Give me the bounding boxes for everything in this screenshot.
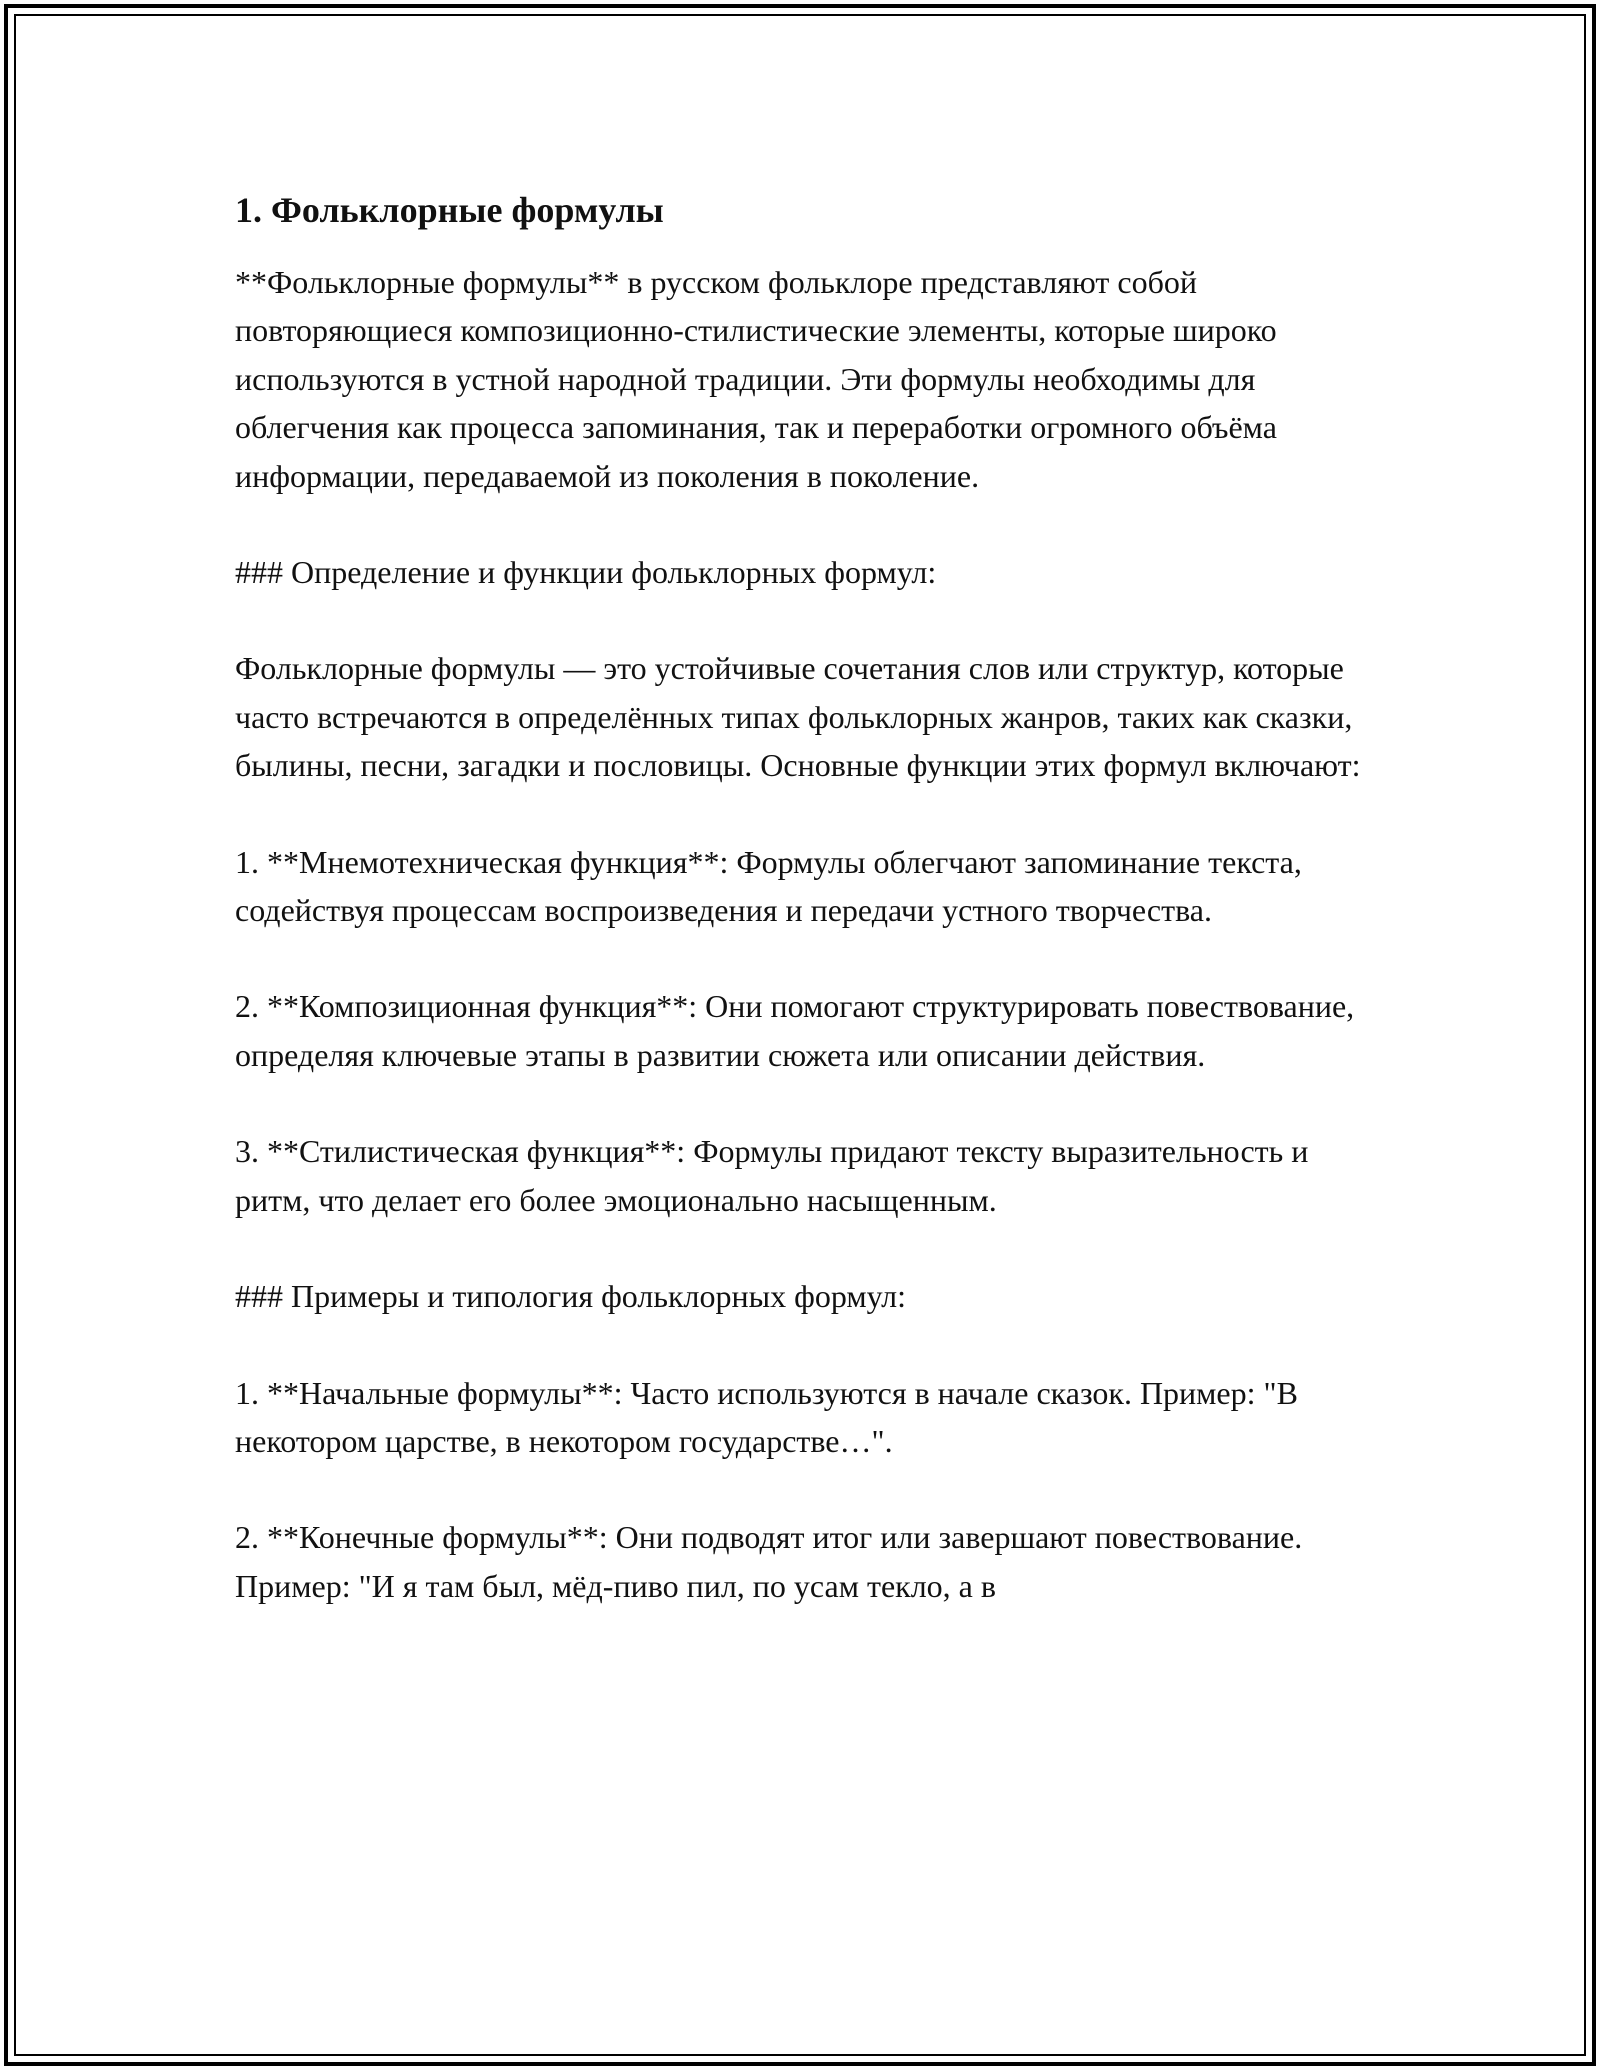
heading-definition: ### Определение и функции фольклорных формул: (235, 554, 937, 591)
paragraph-definition: Фольклорные формулы — это устойчивые сочетания слов или структур, которые часто встречаются в определённых типах фольклорных жанров, таких как сказки, былины, песни, загадки и пословицы. Основные функции этих формул включают: (235, 650, 1361, 784)
list-item-stylistic: 3. **Стилистическая функция**: Формулы придают тексту выразительность и ритм, что делает его более эмоционально насыщенным. (235, 1133, 1309, 1218)
heading-examples: ### Примеры и типология фольклорных формул: (235, 1278, 907, 1315)
document-body (235, 186, 1375, 1658)
list-item-initial-formulas: 1. **Начальные формулы**: Часто используются в начале сказок. Пример: "В некотором царстве, в некотором государстве…". (235, 1374, 1298, 1459)
list-item-mnemonic: 1. **Мнемотехническая функция**: Формулы облегчают запоминание текста, содействуя процессам воспроизведения и передачи устного творчества. (235, 843, 1302, 929)
list-item-final-formulas: 2. **Конечные формулы**: Они подводят итог или завершают повествование. Пример: "И я там был, мёд-пиво пил, по усам текло, а в (235, 1519, 1303, 1604)
document-title: 1. Фольклорные формулы (235, 190, 664, 230)
paragraph-intro: **Фольклорные формулы** в русском фольклоре представляют собой повторяющиеся композиционно-стилистические элементы, которые широко используются в устной народной традиции. Эти формулы необходимы для облегчения как процесса запоминания, так и переработки огромного объёма информации, передаваемой из поколения в поколение. (235, 264, 1277, 494)
list-item-compositional: 2. **Композиционная функция**: Они помогают структурировать повествование, определяя ключевые этапы в развитии сюжета или описании действия. (235, 988, 1355, 1073)
